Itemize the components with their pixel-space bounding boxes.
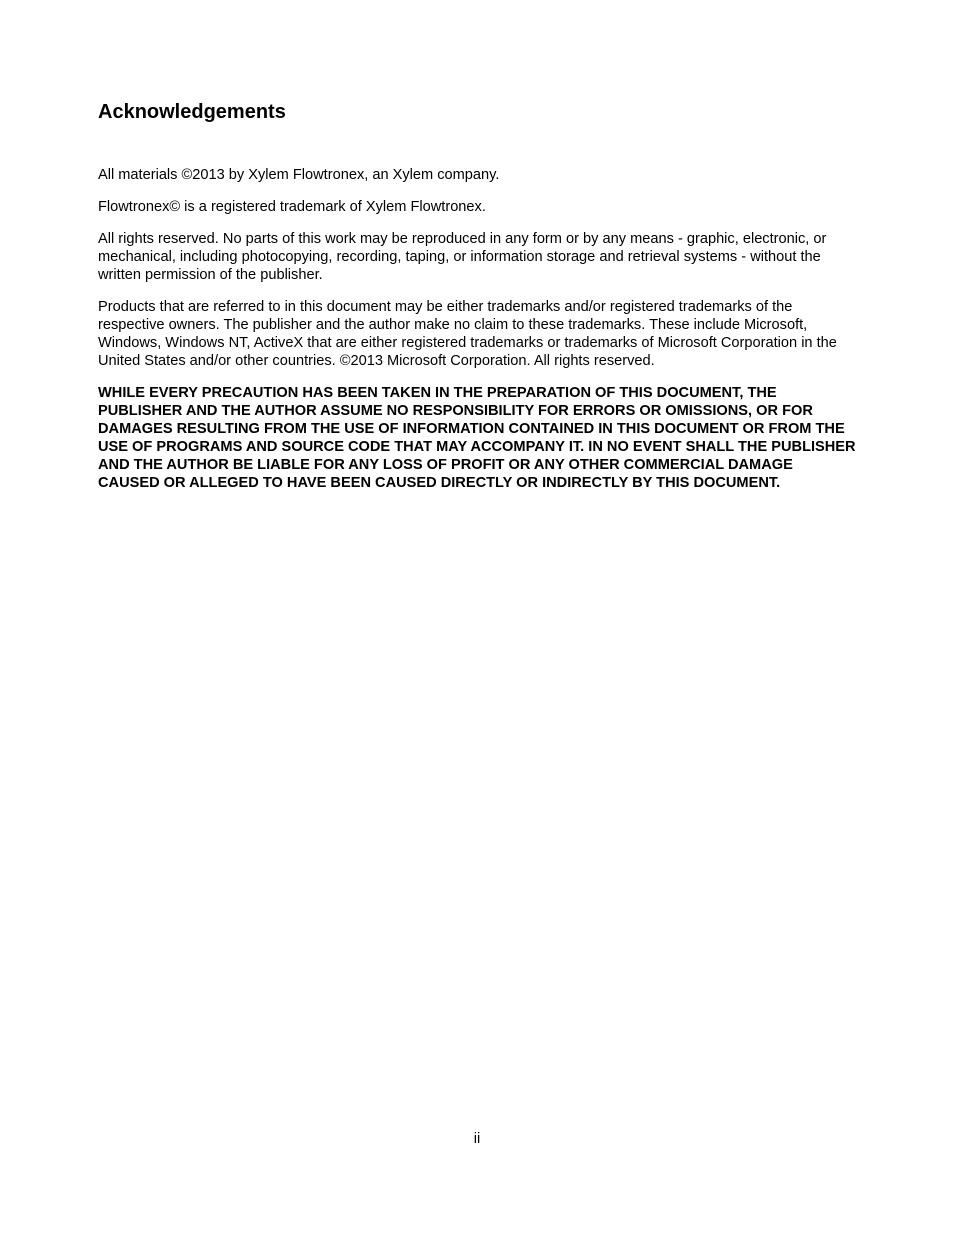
products-paragraph: Products that are referred to in this document may be either trademarks and/or registered trademarks of the respective owners. The publisher and the author make no claim to these trademarks. These include Microsoft, Windows, Windows NT, ActiveX that are either registered trademarks or trademarks of Microsoft Corporation in the United States and/or other countries. ©2013 Microsoft Corporation. All rights reserved. [98,299,837,369]
rights-paragraph: All rights reserved. No parts of this work may be reproduced in any form or by any means - graphic, electronic, or mechanical, including photocopying, recording, taping, or information storage and retrieval systems - without the written permission of the publisher. [98,231,827,283]
trademark-paragraph: Flowtronex© is a registered trademark of Xylem Flowtronex. [98,199,486,215]
page-number: ii [473,1131,481,1147]
page-content [98,98,858,492]
page-title: Acknowledgements [98,101,286,123]
disclaimer-paragraph: WHILE EVERY PRECAUTION HAS BEEN TAKEN IN THE PREPARATION OF THIS DOCUMENT, THE PUBLISHER AND THE AUTHOR ASSUME NO RESPONSIBILITY FOR ERRORS OR OMISSIONS, OR FOR DAMAGES RESULTING FROM THE USE OF INFORMATION CONTAINED IN THIS DOCUMENT OR FROM THE USE OF PROGRAMS AND SOURCE CODE THAT MAY ACCOMPANY IT. IN NO EVENT SHALL THE PUBLISHER AND THE AUTHOR BE LIABLE FOR ANY LOSS OF PROFIT OR ANY OTHER COMMERCIAL DAMAGE CAUSED OR ALLEGED TO HAVE BEEN CAUSED DIRECTLY OR INDIRECTLY BY THIS DOCUMENT. [98,385,856,491]
copyright-paragraph: All materials ©2013 by Xylem Flowtronex, an Xylem company. [98,167,500,183]
